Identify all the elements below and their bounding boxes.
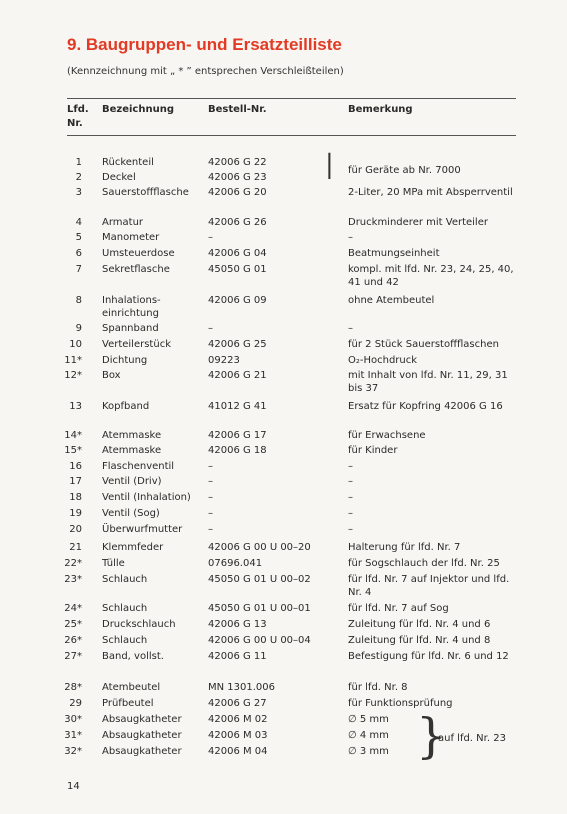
bezeichnung-cell: Armatur: [102, 217, 144, 228]
lfd-nr-cell: 25*: [64, 619, 82, 630]
bemerkung-cell: 2-Liter, 20 MPa mit Absperrventil: [348, 187, 513, 198]
bemerkung-cell: für Sogschlauch der lfd. Nr. 25: [348, 558, 500, 569]
bestell-nr-cell: 42006 M 02: [208, 714, 268, 725]
bezeichnung-cell: Absaugkatheter: [102, 714, 182, 725]
lfd-nr-cell: 9: [75, 323, 82, 334]
lfd-nr-cell: 13: [69, 401, 82, 412]
lfd-nr-cell: 19: [69, 508, 82, 519]
lfd-nr-cell: 18: [69, 492, 82, 503]
bemerkung-cell: Druckminderer mit Verteiler: [348, 217, 488, 228]
bezeichnung-cell: Überwurfmutter: [102, 524, 183, 535]
brace-rows-1-2: |: [325, 150, 334, 180]
bemerkung-cell: –: [348, 492, 353, 503]
lfd-nr-cell: 27*: [64, 651, 82, 662]
bemerkung-cell: für lfd. Nr. 8: [348, 682, 408, 693]
lfd-nr-cell: 26*: [64, 635, 82, 646]
bezeichnung-cell: Kopfband: [102, 401, 150, 412]
brace-rows-30-32: }: [416, 708, 447, 764]
column-header-bestell-nr: Bestell-Nr.: [208, 104, 267, 115]
bemerkung-cell: –: [348, 476, 353, 487]
lfd-nr-cell: 17: [69, 476, 82, 487]
lfd-nr-cell: 20: [69, 524, 82, 535]
bemerkung-cell: für Erwachsene: [348, 430, 426, 441]
bemerkung-cell: für 2 Stück Sauerstoffflaschen: [348, 339, 499, 350]
bemerkung-cell: für Funktionsprüfung: [348, 698, 453, 709]
lfd-nr-cell: 22*: [64, 558, 82, 569]
bemerkung-cell: Beatmungseinheit: [348, 248, 440, 259]
bezeichnung-cell: Klemmfeder: [102, 542, 164, 553]
lfd-nr-cell: 28*: [64, 682, 82, 693]
bemerkung-cell: kompl. mit lfd. Nr. 23, 24, 25, 40, 41 und 42: [348, 264, 514, 288]
bestell-nr-cell: –: [208, 524, 213, 535]
bezeichnung-cell: Flaschenventil: [102, 461, 175, 472]
bezeichnung-cell: Schlauch: [102, 603, 148, 614]
bezeichnung-cell: Absaugkatheter: [102, 730, 182, 741]
bezeichnung-cell: Band, vollst.: [102, 651, 164, 662]
column-header-nr: Nr.: [67, 118, 83, 129]
bezeichnung-cell: Inhalations-einrichtung: [102, 295, 161, 319]
bestell-nr-cell: 42006 G 22: [208, 157, 267, 168]
bestell-nr-cell: –: [208, 232, 213, 243]
bestell-nr-cell: 07696.041: [208, 558, 263, 569]
bemerkung-cell: ∅ 4 mm: [348, 730, 389, 741]
bestell-nr-cell: 42006 M 03: [208, 730, 268, 741]
bestell-nr-cell: 45050 G 01: [208, 264, 267, 275]
bemerkung-cell: –: [348, 508, 353, 519]
bestell-nr-cell: 42006 G 20: [208, 187, 267, 198]
bezeichnung-cell: Atemmaske: [102, 445, 162, 456]
lfd-nr-cell: 5: [75, 232, 82, 243]
bestell-nr-cell: 42006 G 23: [208, 172, 267, 183]
bemerkung-cell: –: [348, 232, 353, 243]
lfd-nr-cell: 32*: [64, 746, 82, 757]
bemerkung-cell: ohne Atembeutel: [348, 295, 435, 306]
bestell-nr-cell: 45050 G 01 U 00–02: [208, 574, 311, 585]
bestell-nr-cell: –: [208, 476, 213, 487]
bestell-nr-cell: –: [208, 461, 213, 472]
bezeichnung-cell: Verteilerstück: [102, 339, 171, 350]
bestell-nr-cell: 42006 G 27: [208, 698, 267, 709]
bezeichnung-cell: Sekretflasche: [102, 264, 170, 275]
bestell-nr-cell: 42006 G 04: [208, 248, 267, 259]
bezeichnung-cell: Box: [102, 370, 121, 381]
lfd-nr-cell: 30*: [64, 714, 82, 725]
bezeichnung-cell: Ventil (Inhalation): [102, 492, 191, 503]
bemerkung-cell: ∅ 5 mm: [348, 714, 389, 725]
lfd-nr-cell: 6: [75, 248, 82, 259]
bestell-nr-cell: 42006 G 25: [208, 339, 267, 350]
bemerkung-cell: für Geräte ab Nr. 7000: [348, 165, 461, 176]
bezeichnung-cell: Deckel: [102, 172, 136, 183]
bestell-nr-cell: 42006 G 18: [208, 445, 267, 456]
bezeichnung-cell: Ventil (Driv): [102, 476, 162, 487]
bestell-nr-cell: MN 1301.006: [208, 682, 276, 693]
bestell-nr-cell: –: [208, 323, 213, 334]
lfd-nr-cell: 11*: [64, 355, 82, 366]
bestell-nr-cell: 42006 G 13: [208, 619, 267, 630]
bestell-nr-cell: 42006 G 11: [208, 651, 267, 662]
bezeichnung-cell: Atemmaske: [102, 430, 162, 441]
bestell-nr-cell: 42006 M 04: [208, 746, 268, 757]
page-number: 14: [67, 781, 80, 792]
bestell-nr-cell: 42006 G 21: [208, 370, 267, 381]
lfd-nr-cell: 31*: [64, 730, 82, 741]
bezeichnung-cell: Prüfbeutel: [102, 698, 154, 709]
lfd-nr-cell: 4: [75, 217, 82, 228]
bemerkung-cell: –: [348, 524, 353, 535]
bestell-nr-cell: –: [208, 492, 213, 503]
bezeichnung-cell: Spannband: [102, 323, 159, 334]
bestell-nr-cell: 42006 G 09: [208, 295, 267, 306]
lfd-nr-cell: 29: [69, 698, 82, 709]
lfd-nr-cell: 16: [69, 461, 82, 472]
column-header-bezeichnung: Bezeichnung: [102, 104, 174, 115]
bemerkung-cell: für lfd. Nr. 7 auf Injektor und lfd. Nr. 4: [348, 574, 510, 598]
bestell-nr-cell: 42006 G 17: [208, 430, 267, 441]
lfd-nr-cell: 8: [75, 295, 82, 306]
bezeichnung-cell: Absaugkatheter: [102, 746, 182, 757]
bestell-nr-cell: –: [208, 508, 213, 519]
bemerkung-cell: mit Inhalt von lfd. Nr. 11, 29, 31 bis 37: [348, 370, 508, 394]
bemerkung-cell: ∅ 3 mm: [348, 746, 389, 757]
lfd-nr-cell: 2: [75, 172, 82, 183]
column-header-lfd: Lfd.: [67, 104, 89, 115]
bezeichnung-cell: Umsteuerdose: [102, 248, 175, 259]
bestell-nr-cell: 42006 G 00 U 00–04: [208, 635, 311, 646]
bemerkung-cell: Zuleitung für lfd. Nr. 4 und 6: [348, 619, 491, 630]
group-note-text: auf lfd. Nr. 23: [438, 733, 506, 744]
lfd-nr-cell: 23*: [64, 574, 82, 585]
lfd-nr-cell: 21: [69, 542, 82, 553]
lfd-nr-cell: 24*: [64, 603, 82, 614]
bemerkung-cell: Zuleitung für lfd. Nr. 4 und 8: [348, 635, 491, 646]
lfd-nr-cell: 3: [75, 187, 82, 198]
bezeichnung-cell: Schlauch: [102, 635, 148, 646]
bemerkung-cell: Ersatz für Kopfring 42006 G 16: [348, 401, 503, 412]
bezeichnung-cell: Schlauch: [102, 574, 148, 585]
bemerkung-cell: –: [348, 461, 353, 472]
lfd-nr-cell: 7: [75, 264, 82, 275]
lfd-nr-cell: 12*: [64, 370, 82, 381]
bezeichnung-cell: Dichtung: [102, 355, 148, 366]
bezeichnung-cell: Atembeutel: [102, 682, 161, 693]
page-title: 9. Baugruppen- und Ersatzteilliste: [67, 35, 342, 54]
bemerkung-cell: –: [348, 323, 353, 334]
bezeichnung-cell: Ventil (Sog): [102, 508, 160, 519]
bestell-nr-cell: 42006 G 26: [208, 217, 267, 228]
bemerkung-cell: für lfd. Nr. 7 auf Sog: [348, 603, 449, 614]
bezeichnung-cell: Rückenteil: [102, 157, 154, 168]
bemerkung-cell: Befestigung für lfd. Nr. 6 und 12: [348, 651, 509, 662]
lfd-nr-cell: 14*: [64, 430, 82, 441]
bemerkung-cell: O₂-Hochdruck: [348, 355, 418, 366]
bemerkung-cell: Halterung für lfd. Nr. 7: [348, 542, 461, 553]
bezeichnung-cell: Sauerstoffflasche: [102, 187, 189, 198]
bemerkung-cell: für Kinder: [348, 445, 398, 456]
column-header-bemerkung: Bemerkung: [348, 104, 413, 115]
bestell-nr-cell: 42006 G 00 U 00–20: [208, 542, 311, 553]
bezeichnung-cell: Druckschlauch: [102, 619, 176, 630]
lfd-nr-cell: 15*: [64, 445, 82, 456]
lfd-nr-cell: 10: [69, 339, 82, 350]
bestell-nr-cell: 41012 G 41: [208, 401, 267, 412]
bezeichnung-cell: Tülle: [102, 558, 125, 569]
lfd-nr-cell: 1: [75, 157, 82, 168]
bestell-nr-cell: 45050 G 01 U 00–01: [208, 603, 311, 614]
page-subtitle: (Kennzeichnung mit „ * ” entsprechen Verschleißteilen): [67, 66, 344, 77]
bezeichnung-cell: Manometer: [102, 232, 160, 243]
bestell-nr-cell: 09223: [208, 355, 240, 366]
